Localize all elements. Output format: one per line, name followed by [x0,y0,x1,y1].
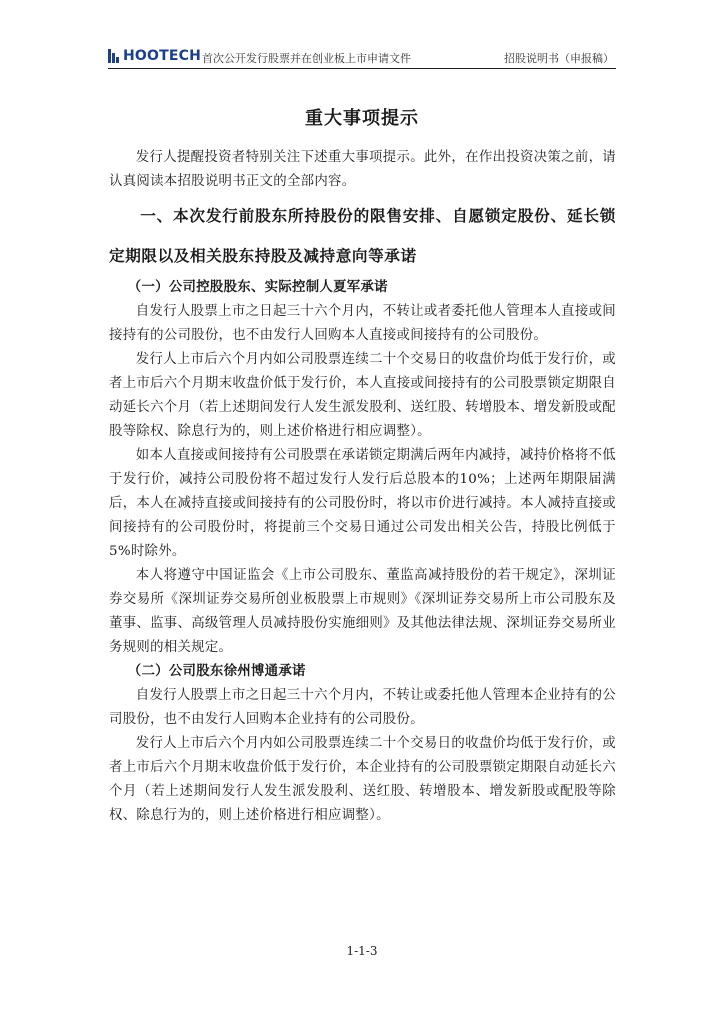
header-document-type: 招股说明书（申报稿） [504,52,614,65]
page-number: 1-1-3 [346,944,378,958]
company-logo [108,48,201,64]
intro-paragraph: 发行人提醒投资者特别关注下述重大事项提示。此外，在作出投资决策之前，请认真阅读本招股说明书正文的全部内容。 [109,150,616,189]
section-heading: 一、本次发行前股东所持股份的限售安排、自愿锁定股份、延长锁定期限以及相关股东持股及减持意向等承诺 [109,207,616,265]
header-document-name: 首次公开发行股票并在创业板上市申请文件 [202,52,411,65]
paragraph: 自发行人股票上市之日起三十六个月内，不转让或者委托他人管理本人直接或间接持有的公司股份，也不由发行人回购本人直接或间接持有的公司股份。 [109,304,616,343]
paragraph: 自发行人股票上市之日起三十六个月内，不转让或委托他人管理本企业持有的公司股份，也不由发行人回购本企业持有的公司股份。 [109,688,616,727]
paragraph: 本人将遵守中国证监会《上市公司股东、董监高减持股份的若干规定》，深圳证券交易所《深圳证券交易所创业板股票上市规则》《深圳证券交易所上市公司股东及董事、监事、高级管理人员减持股份实施细则》及其他法律法规、深圳证券交易所业务规则的相关规定。 [109,568,616,655]
logo-bars-icon [108,49,120,63]
paragraph: 发行人上市后六个月内如公司股票连续二十个交易日的收盘价均低于发行价，或者上市后六个月期末收盘价低于发行价，本人直接或间接持有的公司股票锁定期限自动延长六个月（若上述期间发行人发生派发股利、送红股、转增股本、增发新股或配股等除权、除息行为的，则上述价格进行相应调整）。 [109,352,616,439]
logo-text: HOOTECH [123,48,202,64]
page-header [108,46,616,69]
subsection-heading-1: （一）公司控股股东、实际控制人夏军承诺 [127,280,388,295]
paragraph: 如本人直接或间接持有公司股票在承诺锁定期满后两年内减持，减持价格将不低于发行价，减持公司股份将不超过发行人发行后总股本的10%；上述两年期限届满后，本人在减持直接或间接持有的公司股份时，将以市价进行减持。本人减持直接或间接持有的公司股份时，将提前三个交易日通过公司发出相关公告，持股比例低于5%时除外。 [109,448,616,559]
page-title: 重大事项提示 [305,108,419,129]
document-body [109,146,616,828]
paragraph: 发行人上市后六个月内如公司股票连续二十个交易日的收盘价均低于发行价，或者上市后六个月期末收盘价低于发行价，本企业持有的公司股票锁定期限自动延长六个月（若上述期间发行人发生派发股利、送红股、转增股本、增发新股或配股等除权、除息行为的，则上述价格进行相应调整）。 [109,736,616,823]
subsection-heading-2: （二）公司股东徐州博通承诺 [127,664,306,679]
